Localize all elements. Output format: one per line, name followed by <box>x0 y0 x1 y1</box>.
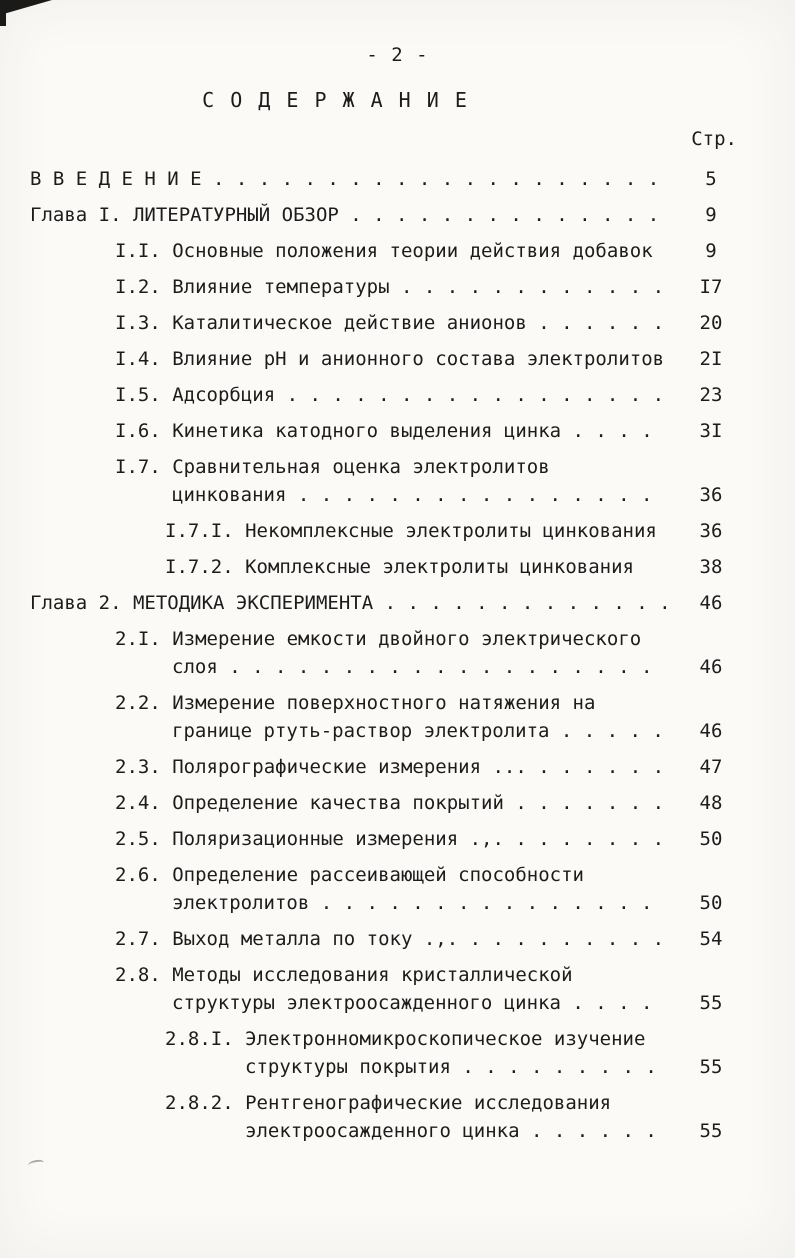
toc-entry-line: 2.5. Поляризационные измерения .,. . . . . . . . <box>115 828 665 850</box>
toc-entry <box>30 625 739 681</box>
toc-entry-line: В В Е Д Е Н И Е . . . . . . . . . . . . . . . . . . . . <box>30 168 660 190</box>
toc-entry-text <box>115 861 683 917</box>
page-number: - 2 - <box>366 44 429 66</box>
toc-entry-text <box>115 753 683 781</box>
toc-entry-text <box>115 789 683 817</box>
toc-entry-page: 38 <box>699 556 723 578</box>
toc-entry-text <box>115 825 683 853</box>
toc-entry-line: I.7.I. Некомплексные электролиты цинкования <box>165 520 657 542</box>
toc-entry <box>30 417 739 445</box>
toc-entry-line: Глава I. ЛИТЕРАТУРНЫЙ ОБЗОР . . . . . . . . . . . . . . <box>30 204 660 226</box>
toc-entry <box>30 689 739 745</box>
toc-entry-line: I.2. Влияние температуры . . . . . . . . . . . . <box>115 276 665 298</box>
toc-entry-page: 48 <box>699 792 723 814</box>
toc-entry-line: 2.3. Полярографические измерения ... . . . . . . <box>115 756 665 778</box>
toc-entry-page: 5 <box>705 168 717 190</box>
toc-entry-line: I.3. Каталитическое действие анионов . . . . . . <box>115 312 665 334</box>
toc-entry-text <box>30 589 683 617</box>
toc-entry-page: 23 <box>699 384 723 406</box>
toc-entry-text <box>165 1025 683 1081</box>
toc-entry-page: 55 <box>699 1056 723 1078</box>
toc-entry-line: I.I. Основные положения теории действия добавок <box>115 240 653 262</box>
toc-entry-page: I7 <box>699 276 723 298</box>
toc-entry <box>30 201 739 229</box>
scan-artifact-edge <box>0 0 6 26</box>
toc-entry-line: I.4. Влияние рН и анионного состава электролитов <box>115 348 665 370</box>
toc-entry <box>30 453 739 509</box>
toc-entry <box>30 517 739 545</box>
toc-entry-text <box>115 453 683 509</box>
toc-entry-page: 47 <box>699 756 723 778</box>
toc-entry-line: I.7.2. Комплексные электролиты цинкования <box>165 556 634 578</box>
toc-entry-page: 3I <box>699 420 723 442</box>
toc-entry-line-continuation: структуры электроосажденного цинка . . . . <box>172 992 653 1014</box>
toc-entry <box>30 309 739 337</box>
toc-entry-page: 36 <box>699 520 723 542</box>
toc-entry-text <box>115 689 683 745</box>
toc-list <box>30 165 739 1153</box>
toc-entry <box>30 1025 739 1081</box>
toc-entry-page: 2I <box>699 348 723 370</box>
toc-entry-line-continuation: цинкования . . . . . . . . . . . . . . . . <box>172 484 653 506</box>
toc-entry <box>30 553 739 581</box>
toc-entry-line-continuation: электролитов . . . . . . . . . . . . . . . <box>172 892 653 914</box>
toc-entry-text <box>165 1089 683 1145</box>
toc-entry-line: I.6. Кинетика катодного выделения цинка . . . . <box>115 420 653 442</box>
toc-entry-line: Глава 2. МЕТОДИКА ЭКСПЕРИМЕНТА . . . . . . . . . . . . . <box>30 592 671 614</box>
toc-entry-page: 20 <box>699 312 723 334</box>
toc-entry-line: 2.6. Определение рассеивающей способности <box>115 864 584 886</box>
toc-entry-text <box>115 625 683 681</box>
toc-entry-line: I.7. Сравнительная оценка электролитов <box>115 456 550 478</box>
toc-entry <box>30 753 739 781</box>
toc-entry-text <box>30 165 683 193</box>
toc-entry-line: I.5. Адсорбция . . . . . . . . . . . . . . . . . <box>115 384 665 406</box>
toc-title: С О Д Е Р Ж А Н И Е <box>202 88 469 112</box>
toc-entry-line: 2.2. Измерение поверхностного натяжения на <box>115 692 596 714</box>
toc-entry <box>30 273 739 301</box>
toc-entry-page: 46 <box>699 720 723 742</box>
toc-entry-line: 2.7. Выход металла по току .,. . . . . . . . . . <box>115 928 665 950</box>
toc-entry-text <box>115 273 683 301</box>
page-column-header: Стр. <box>691 128 737 150</box>
toc-entry-text <box>115 961 683 1017</box>
toc-entry-text <box>115 309 683 337</box>
toc-entry-page: 9 <box>705 204 717 226</box>
toc-entry-text <box>115 925 683 953</box>
toc-entry-text <box>115 417 683 445</box>
toc-entry-page: 9 <box>705 240 717 262</box>
toc-entry <box>30 789 739 817</box>
toc-entry-page: 54 <box>699 928 723 950</box>
scan-artifact-mark <box>28 1159 45 1169</box>
toc-entry-page: 46 <box>699 656 723 678</box>
toc-entry <box>30 825 739 853</box>
toc-entry-line-continuation: слоя . . . . . . . . . . . . . . . . . . . <box>172 656 653 678</box>
toc-entry-text <box>165 553 683 581</box>
toc-entry-page: 50 <box>699 828 723 850</box>
toc-entry-text <box>115 237 683 265</box>
toc-entry-page: 36 <box>699 484 723 506</box>
toc-entry-line-continuation: границе ртуть-раствор электролита . . . . . <box>172 720 664 742</box>
toc-entry <box>30 961 739 1017</box>
toc-entry-line: 2.8.2. Рентгенографические исследования <box>165 1092 612 1114</box>
toc-entry-page: 55 <box>699 1120 723 1142</box>
toc-entry-text <box>165 517 683 545</box>
toc-entry-text <box>115 381 683 409</box>
toc-entry-line-continuation: электроосажденного цинка . . . . . . <box>245 1120 657 1142</box>
toc-entry <box>30 1089 739 1145</box>
toc-entry-page: 46 <box>699 592 723 614</box>
toc-entry-line: 2.I. Измерение емкости двойного электрического <box>115 628 642 650</box>
toc-entry-line-continuation: структуры покрытия . . . . . . . . . <box>245 1056 657 1078</box>
toc-entry <box>30 345 739 373</box>
toc-entry <box>30 861 739 917</box>
toc-entry-line: 2.8. Методы исследования кристаллической <box>115 964 573 986</box>
toc-entry-page: 55 <box>699 992 723 1014</box>
toc-entry <box>30 381 739 409</box>
toc-entry-text <box>30 201 683 229</box>
toc-entry-page: 50 <box>699 892 723 914</box>
toc-entry-line: 2.8.I. Электронномикроскопическое изучение <box>165 1028 646 1050</box>
scan-artifact-corner <box>0 0 52 15</box>
toc-entry-text <box>115 345 683 373</box>
toc-entry <box>30 165 739 193</box>
toc-entry <box>30 589 739 617</box>
toc-entry <box>30 237 739 265</box>
toc-entry <box>30 925 739 953</box>
toc-entry-line: 2.4. Определение качества покрытий . . . . . . . <box>115 792 665 814</box>
